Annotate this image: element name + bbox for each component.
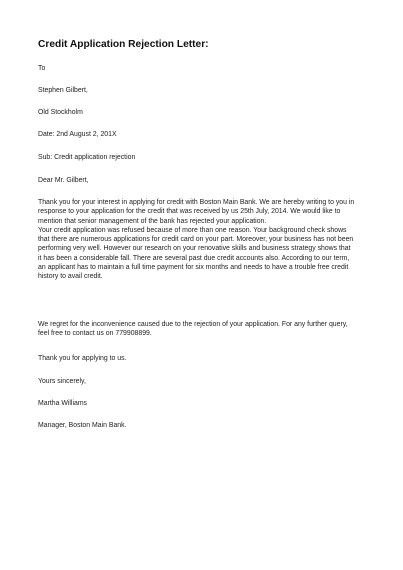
letter-date: Date: 2nd August 2, 201X	[38, 131, 117, 138]
salutation: Dear Mr. Gilbert,	[38, 177, 89, 184]
sender-name: Martha Williams	[38, 400, 88, 407]
letter-subject: Sub: Credit application rejection	[38, 154, 136, 161]
sender-title: Manager, Boston Main Bank.	[38, 422, 127, 429]
body-line: it has been a considerable fall. There are several past due credit accounts also. According to our term,	[38, 254, 350, 262]
body-line: feel free to contact us on 779908899.	[38, 330, 152, 338]
body-line: history to avail credit.	[38, 273, 103, 281]
letter-title: Credit Application Rejection Letter:	[38, 39, 209, 50]
closing: Yours sincerely,	[38, 378, 86, 385]
body-line: performing very well. However our research on your renovative skills and business strategy shows that	[38, 245, 351, 253]
body-line: mention that senior management of the bank has rejected your application.	[38, 217, 267, 225]
body-line: an applicant has to maintain a full time payment for six months and needs to have a trouble free credit	[38, 264, 349, 272]
recipient-address: Old Stockholm	[38, 109, 83, 116]
body-line: response to your application for the credit that was received by us 25th July, 2014. We would like to	[38, 208, 341, 216]
body-line: We regret for the inconvenience caused due to the rejection of your application. For any further query,	[38, 321, 348, 328]
body-line: Your credit application was refused because of more than one reason. Your background check shows	[38, 226, 347, 234]
recipient-name: Stephen Gilbert,	[38, 87, 88, 94]
thanks-line: Thank you for applying to us.	[38, 355, 127, 362]
body-line: Thank you for your interest in applying for credit with Boston Main Bank. We are hereby writing to you in	[38, 199, 355, 206]
to-label: To	[38, 65, 46, 72]
body-paragraph-1	[38, 198, 370, 282]
body-paragraph-2	[38, 320, 370, 339]
body-line: that there are numerous applications for credit card on your part. Moreover, your business has not been	[38, 236, 354, 244]
